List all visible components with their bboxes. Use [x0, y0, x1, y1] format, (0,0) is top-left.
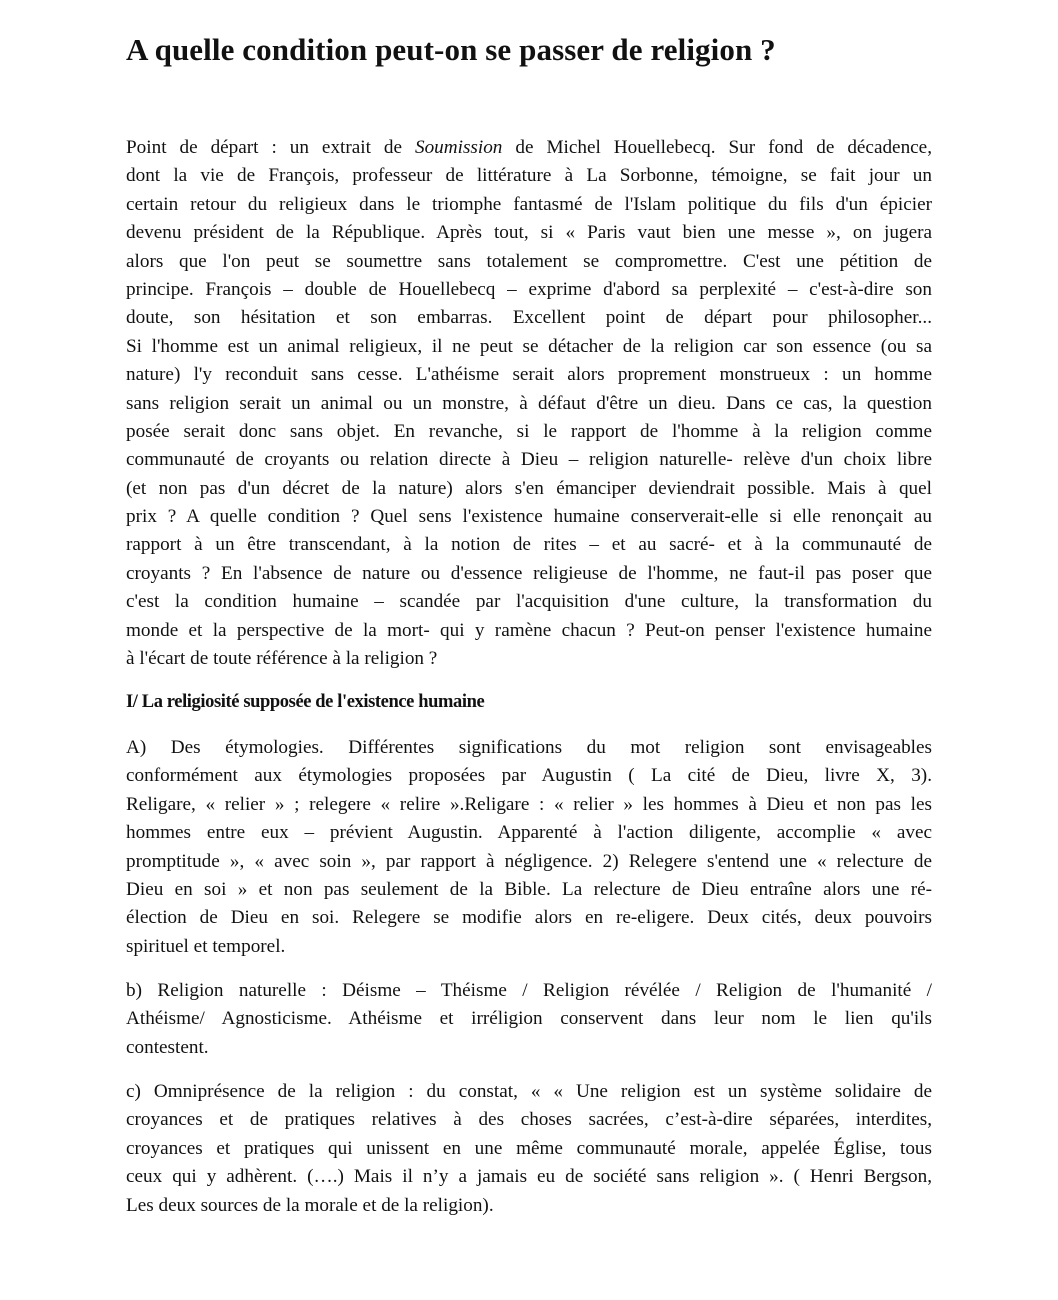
intro-line: certain retour du religieux dans le triomphe fantasmé de l'Islam politique du fils d'un épicier [126, 193, 932, 215]
paragraph-line: croyances et de pratiques relatives à des choses sacrées, c’est-à-dire séparées, interdites, [126, 1109, 932, 1131]
intro-paragraph [126, 134, 932, 673]
intro-line: croyants ? En l'absence de nature ou d'essence religieuse de l'homme, ne faut-il pas poser que [126, 562, 932, 584]
paragraph-line: c) Omniprésence de la religion : du constat, « « Une religion est un système solidaire de [126, 1081, 932, 1102]
paragraph-line: croyances et pratiques qui unissent en une même communauté morale, appelée Église, tous [126, 1137, 932, 1159]
section-heading: I/ La religiosité supposée de l'existence humaine [126, 692, 485, 712]
paragraph-line: contestent. [126, 1036, 209, 1058]
intro-line: doute, son hésitation et son embarras. Excellent point de départ pour philosopher... [126, 307, 932, 329]
paragraph-line: b) Religion naturelle : Déisme – Théisme / Religion révélée / Religion de l'humanité / [126, 980, 932, 1001]
intro-line: Point de départ : un extrait de Soumission de Michel Houellebecq. Sur fond de décadence, [126, 137, 932, 158]
paragraph-line: hommes entre eux – prévient Augustin. Apparenté à l'action diligente, accomplie « avec [126, 822, 932, 844]
paragraph-natural-religion [126, 977, 932, 1062]
intro-line: (et non pas d'un décret de la nature) alors s'en émanciper deviendrait possible. Mais à quel [126, 477, 932, 499]
intro-line: dont la vie de François, professeur de littérature à La Sorbonne, témoigne, se fait jour un [126, 165, 932, 187]
paragraph-line: Dieu en soi » et non pas seulement de la Bible. La relecture de Dieu entraîne alors une ré- [126, 878, 932, 900]
intro-line: devenu président de la République. Après tout, si « Paris vaut bien une messe », on jugera [126, 222, 932, 244]
paragraph-line: spirituel et temporel. [126, 935, 286, 957]
paragraph-line: ceux qui y adhèrent. (….) Mais il n’y a jamais eu de société sans religion ». ( Henri Bergson, [126, 1166, 932, 1188]
paragraph-line: Religare, « relier » ; relegere « relire ».Religare : « relier » les hommes à Dieu et non pas les [126, 793, 932, 815]
paragraph-omnipresence [126, 1078, 932, 1220]
intro-line: c'est la condition humaine – scandée par l'acquisition d'une culture, la transformation du [126, 591, 932, 613]
intro-line: posée serait donc sans objet. En revanche, si le rapport de l'homme à la religion comme [126, 420, 932, 442]
intro-line: nature) l'y reconduit sans cesse. L'athéisme serait alors proprement monstrueux : un homme [126, 364, 932, 386]
intro-line: sans religion serait un animal ou un monstre, à défaut d'être un dieu. Dans ce cas, la question [126, 392, 932, 414]
intro-line: alors que l'on peut se soumettre sans totalement se compromettre. C'est une pétition de [126, 250, 932, 272]
paragraph-line: Les deux sources de la morale et de la religion). [126, 1194, 494, 1216]
intro-line: principe. François – double de Houellebecq – exprime d'abord sa perplexité – c'est-à-dire son [126, 278, 932, 300]
intro-line: Si l'homme est un animal religieux, il ne peut se détacher de la religion car son essence (ou sa [126, 335, 932, 357]
paragraph-line: promptitude », « avec soin », par rapport à négligence. 2) Relegere s'entend une « relecture de [126, 850, 932, 872]
intro-line: prix ? A quelle condition ? Quel sens l'existence humaine conserverait-elle si elle renonçait au [126, 506, 932, 528]
paragraph-line: A) Des étymologies. Différentes significations du mot religion sont envisageables [126, 737, 932, 758]
paragraph-line: élection de Dieu en soi. Relegere se modifie alors en re-eligere. Deux cités, deux pouvoirs [126, 907, 932, 929]
paragraph-etymologies [126, 734, 932, 961]
intro-line: communauté de croyants ou relation directe à Dieu – religion naturelle- relève d'un choix libre [126, 449, 932, 471]
book-title: Soumission [414, 137, 503, 158]
document-title: A quelle condition peut-on se passer de religion ? [126, 32, 776, 67]
paragraph-line: conformément aux étymologies proposées par Augustin ( La cité de Dieu, livre X, 3). [126, 765, 932, 787]
intro-line: rapport à un être transcendant, à la notion de rites – et au sacré- et à la communauté de [126, 534, 932, 556]
intro-line: à l'écart de toute référence à la religion ? [126, 648, 438, 670]
paragraph-line: Athéisme/ Agnosticisme. Athéisme et irréligion conservent dans leur nom le lien qu'ils [126, 1008, 932, 1030]
intro-line: monde et la perspective de la mort- qui y ramène chacun ? Peut-on penser l'existence humaine [126, 619, 932, 641]
